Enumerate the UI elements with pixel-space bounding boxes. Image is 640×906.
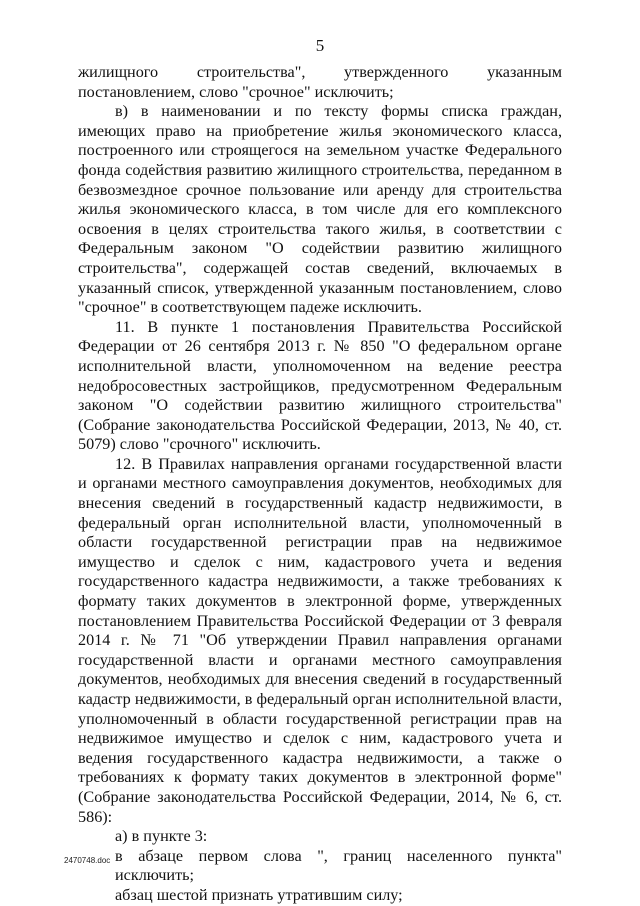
page-number: 5 <box>315 36 325 55</box>
file-name-footer: 2470748.doc <box>64 856 111 865</box>
document-body <box>78 63 562 906</box>
paragraph-item-v: в) в наименовании и по тексту формы списка граждан, имеющих право на приобретение жилья экономического класса, построенного или строящегося на земельном участке Федерального фонда содействия развитию жилищного строительства, переданном в безвозмездное срочное пользование или аренду для строительства жилья экономического класса, в том числе для его комплексного освоения в целях строительства такого жилья, в соответствии с Федеральным законом "О содействии развитию жилищного строительства", содержащей состав сведений, включаемых в указанный список, утвержденной указанным постановлением, слово "срочное" в соответствующем падеже исключить. <box>78 102 562 317</box>
paragraph-continuation: жилищного строительства", утвержденного указанным постановлением, слово "срочное" исключить; <box>78 63 562 101</box>
subitem-first-paragraph: в абзаце первом слова ", границ населенного пункта" исключить; <box>115 846 562 885</box>
paragraph-item-11: 11. В пункте 1 постановления Правительства Российской Федерации от 26 сентября 2013 г. № 850 "О федеральном органе исполнительной власти, уполномоченном на ведение реестра недобросовестных застройщиков, предусмотренном Федеральным законом "О содействии развитию жилищного строительства" (Собрание законодательства Российской Федерации, 2013, № 40, ст. 5079) слово "срочного" исключить. <box>78 317 562 454</box>
paragraph-item-12: 12. В Правилах направления органами государственной власти и органами местного самоуправления документов, необходимых для внесения сведений в государственный кадастр недвижимости, в федеральный орган исполнительной власти, уполномоченный в области государственной регистрации прав на недвижимое имущество и сделок с ним, кадастрового учета и ведения государственного кадастра недвижимости, а также требованиях к формату таких документов в электронной форме, утвержденных постановлением Правительства Российской Федерации от 3 февраля 2014 г. № 71 "Об утверждении Правил направления органами государственной власти и органами местного самоуправления документов, необходимых для внесения сведений в государственный кадастр недвижимости, в федеральный орган исполнительной власти, уполномоченный в области государственной регистрации прав на недвижимое имущество и сделок с ним, кадастрового учета и ведения государственного кадастра недвижимости, а также о требованиях к формату таких документов в электронной форме" (Собрание законодательства Российской Федерации, 2014, № 6, ст. 586): <box>78 454 562 826</box>
subitem-a: а) в пункте 3: <box>115 827 208 846</box>
subitem-sixth-paragraph: абзац шестой признать утратившим силу; <box>115 885 403 904</box>
